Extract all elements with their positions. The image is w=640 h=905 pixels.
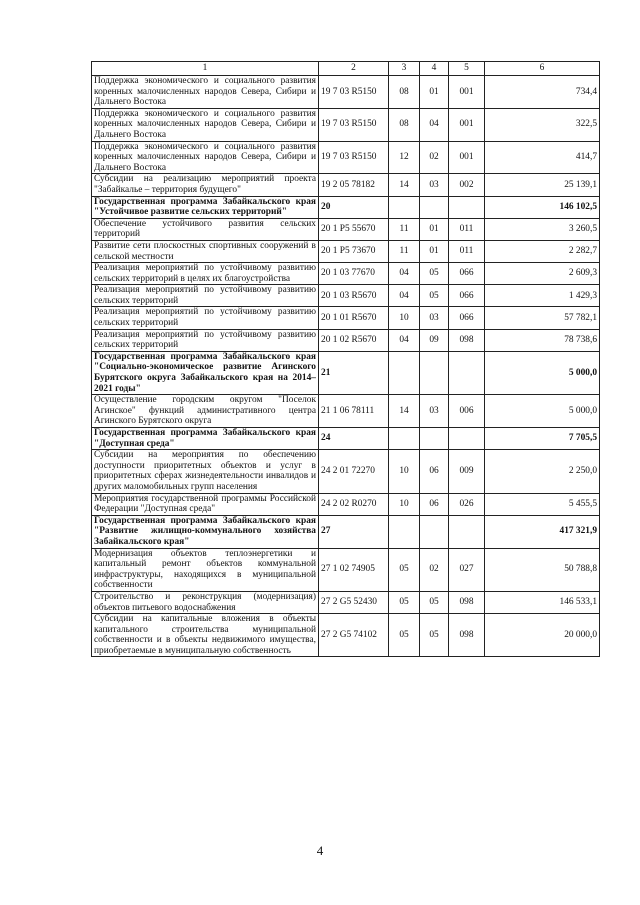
row-section-cell: 04	[389, 285, 420, 307]
row-grbs-cell: 001	[449, 141, 485, 174]
row-grbs-cell	[449, 196, 485, 218]
program-row	[92, 428, 600, 450]
row-grbs-cell: 001	[449, 108, 485, 141]
row-section-cell: 08	[389, 108, 420, 141]
row-code-cell: 24 2 02 R0270	[319, 493, 389, 515]
row-section-cell: 14	[389, 395, 420, 428]
row-sum-cell: 146 102,5	[485, 196, 600, 218]
row-section-cell: 04	[389, 263, 420, 285]
header-col-6: 6	[485, 62, 600, 76]
row-grbs-cell	[449, 515, 485, 548]
row-subsection-cell: 01	[420, 218, 449, 240]
row-sum-cell: 734,4	[485, 76, 600, 109]
row-sum-cell: 50 788,8	[485, 548, 600, 591]
row-section-cell: 12	[389, 141, 420, 174]
row-grbs-cell: 006	[449, 395, 485, 428]
row-grbs-cell: 098	[449, 614, 485, 657]
table-row	[92, 141, 600, 174]
row-grbs-cell: 001	[449, 76, 485, 109]
table-row	[92, 329, 600, 351]
table-row	[92, 174, 600, 196]
row-grbs-cell: 002	[449, 174, 485, 196]
row-name-cell: Государственная программа Забайкальского края "Социально-экономическое развитие Агинского Бурятского округа Забайкальского края на 2014–2021 годы"	[92, 351, 319, 394]
row-code-cell: 24 2 01 72270	[319, 450, 389, 493]
row-grbs-cell: 011	[449, 240, 485, 262]
row-section-cell: 05	[389, 591, 420, 613]
row-sum-cell: 146 533,1	[485, 591, 600, 613]
row-code-cell: 20 1 03 R5670	[319, 285, 389, 307]
table-row	[92, 285, 600, 307]
row-name-cell: Строительство и реконструкция (модернизация) объектов питьевого водоснабжения	[92, 591, 319, 613]
row-subsection-cell: 03	[420, 307, 449, 329]
row-subsection-cell: 06	[420, 450, 449, 493]
row-name-cell: Субсидии на мероприятия по обеспечению доступности приоритетных объектов и услуг в приоритетных сферах жизнедеятельности инвалидов и других маломобильных групп населения	[92, 450, 319, 493]
row-section-cell	[389, 351, 420, 394]
table-row	[92, 614, 600, 657]
row-sum-cell: 3 260,5	[485, 218, 600, 240]
row-section-cell: 11	[389, 218, 420, 240]
row-name-cell: Реализация мероприятий по устойчивому развитию сельских территорий	[92, 307, 319, 329]
table-row	[92, 108, 600, 141]
row-sum-cell: 7 705,5	[485, 428, 600, 450]
row-code-cell: 27	[319, 515, 389, 548]
row-sum-cell: 78 738,6	[485, 329, 600, 351]
row-grbs-cell: 027	[449, 548, 485, 591]
program-row	[92, 196, 600, 218]
row-name-cell: Развитие сети плоскостных спортивных сооружений в сельской местности	[92, 240, 319, 262]
row-section-cell: 14	[389, 174, 420, 196]
row-subsection-cell: 05	[420, 614, 449, 657]
row-subsection-cell: 04	[420, 108, 449, 141]
table-row	[92, 218, 600, 240]
row-name-cell: Поддержка экономического и социального развития коренных малочисленных народов Севера, Сибири и Дальнего Востока	[92, 76, 319, 109]
row-code-cell: 20 1 02 R5670	[319, 329, 389, 351]
row-subsection-cell: 05	[420, 285, 449, 307]
table-row	[92, 591, 600, 613]
row-section-cell: 10	[389, 493, 420, 515]
table-row	[92, 493, 600, 515]
row-code-cell: 19 7 03 R5150	[319, 141, 389, 174]
program-row	[92, 351, 600, 394]
row-subsection-cell	[420, 428, 449, 450]
row-subsection-cell: 09	[420, 329, 449, 351]
row-subsection-cell	[420, 196, 449, 218]
row-sum-cell: 20 000,0	[485, 614, 600, 657]
row-code-cell: 27 1 02 74905	[319, 548, 389, 591]
row-code-cell: 27 2 G5 52430	[319, 591, 389, 613]
row-grbs-cell: 066	[449, 307, 485, 329]
row-sum-cell: 5 455,5	[485, 493, 600, 515]
row-code-cell: 20	[319, 196, 389, 218]
table-row	[92, 307, 600, 329]
row-subsection-cell: 06	[420, 493, 449, 515]
row-grbs-cell	[449, 351, 485, 394]
row-name-cell: Обеспечение устойчивого развития сельских территорий	[92, 218, 319, 240]
row-subsection-cell: 05	[420, 591, 449, 613]
row-sum-cell: 2 609,3	[485, 263, 600, 285]
budget-table	[91, 61, 600, 657]
row-subsection-cell	[420, 515, 449, 548]
row-code-cell: 20 1 P5 73670	[319, 240, 389, 262]
row-subsection-cell: 03	[420, 395, 449, 428]
row-grbs-cell: 066	[449, 263, 485, 285]
header-col-4: 4	[420, 62, 449, 76]
row-sum-cell: 57 782,1	[485, 307, 600, 329]
row-subsection-cell: 01	[420, 240, 449, 262]
row-subsection-cell: 01	[420, 76, 449, 109]
row-section-cell: 10	[389, 450, 420, 493]
row-name-cell: Поддержка экономического и социального развития коренных малочисленных народов Севера, Сибири и Дальнего Востока	[92, 108, 319, 141]
table-row	[92, 395, 600, 428]
row-subsection-cell: 02	[420, 141, 449, 174]
row-code-cell: 27 2 G5 74102	[319, 614, 389, 657]
row-name-cell: Государственная программа Забайкальского края "Устойчивое развитие сельских территорий"	[92, 196, 319, 218]
row-sum-cell: 1 429,3	[485, 285, 600, 307]
row-subsection-cell	[420, 351, 449, 394]
row-name-cell: Реализация мероприятий по устойчивому развитию сельских территорий	[92, 285, 319, 307]
row-name-cell: Государственная программа Забайкальского края "Развитие жилищно-коммунального хозяйства Забайкальского края"	[92, 515, 319, 548]
row-section-cell	[389, 428, 420, 450]
row-code-cell: 21 1 06 78111	[319, 395, 389, 428]
row-name-cell: Реализация мероприятий по устойчивому развитию сельских территорий	[92, 329, 319, 351]
row-name-cell: Поддержка экономического и социального развития коренных малочисленных народов Севера, Сибири и Дальнего Востока	[92, 141, 319, 174]
row-name-cell: Субсидии на реализацию мероприятий проекта "Забайкалье – территория будущего"	[92, 174, 319, 196]
row-grbs-cell: 026	[449, 493, 485, 515]
header-col-2: 2	[319, 62, 389, 76]
table-row	[92, 240, 600, 262]
row-code-cell: 24	[319, 428, 389, 450]
row-sum-cell: 322,5	[485, 108, 600, 141]
row-code-cell: 19 7 03 R5150	[319, 108, 389, 141]
row-code-cell: 20 1 03 77670	[319, 263, 389, 285]
header-col-1: 1	[92, 62, 319, 76]
row-section-cell: 11	[389, 240, 420, 262]
table-header-row	[92, 62, 600, 76]
row-name-cell: Реализация мероприятий по устойчивому развитию сельских территорий в целях их благоустройства	[92, 263, 319, 285]
header-col-3: 3	[389, 62, 420, 76]
row-sum-cell: 417 321,9	[485, 515, 600, 548]
table-row	[92, 263, 600, 285]
row-sum-cell: 2 250,0	[485, 450, 600, 493]
row-name-cell: Модернизация объектов теплоэнергетики и капитальный ремонт объектов коммунальной инфраструктуры, находящихся в муниципальной собственности	[92, 548, 319, 591]
row-subsection-cell: 02	[420, 548, 449, 591]
table-row	[92, 76, 600, 109]
row-subsection-cell: 05	[420, 263, 449, 285]
row-name-cell: Субсидии на капитальные вложения в объекты капитального строительства муниципальной собственности и в объекты недвижимого имущества, приобретаемые в муниципальную собственность	[92, 614, 319, 657]
row-section-cell: 04	[389, 329, 420, 351]
row-sum-cell: 5 000,0	[485, 395, 600, 428]
row-grbs-cell: 009	[449, 450, 485, 493]
row-sum-cell: 5 000,0	[485, 351, 600, 394]
row-section-cell	[389, 515, 420, 548]
row-grbs-cell	[449, 428, 485, 450]
table-row	[92, 450, 600, 493]
row-grbs-cell: 098	[449, 591, 485, 613]
row-code-cell: 19 7 03 R5150	[319, 76, 389, 109]
row-code-cell: 19 2 05 78182	[319, 174, 389, 196]
row-section-cell: 10	[389, 307, 420, 329]
table-body	[92, 76, 600, 657]
row-section-cell: 05	[389, 614, 420, 657]
row-code-cell: 20 1 01 R5670	[319, 307, 389, 329]
row-name-cell: Мероприятия государственной программы Российской Федерации "Доступная среда"	[92, 493, 319, 515]
page-number: 4	[316, 843, 324, 858]
row-name-cell: Осуществление городским округом "Поселок Агинское" функций административного центра Агинского Бурятского округа	[92, 395, 319, 428]
row-name-cell: Государственная программа Забайкальского края "Доступная среда"	[92, 428, 319, 450]
program-row	[92, 515, 600, 548]
row-section-cell	[389, 196, 420, 218]
row-section-cell: 05	[389, 548, 420, 591]
row-grbs-cell: 066	[449, 285, 485, 307]
row-grbs-cell: 011	[449, 218, 485, 240]
row-code-cell: 21	[319, 351, 389, 394]
row-sum-cell: 25 139,1	[485, 174, 600, 196]
table-row	[92, 548, 600, 591]
header-col-5: 5	[449, 62, 485, 76]
row-section-cell: 08	[389, 76, 420, 109]
row-grbs-cell: 098	[449, 329, 485, 351]
row-sum-cell: 2 282,7	[485, 240, 600, 262]
row-code-cell: 20 1 P5 55670	[319, 218, 389, 240]
row-sum-cell: 414,7	[485, 141, 600, 174]
row-subsection-cell: 03	[420, 174, 449, 196]
